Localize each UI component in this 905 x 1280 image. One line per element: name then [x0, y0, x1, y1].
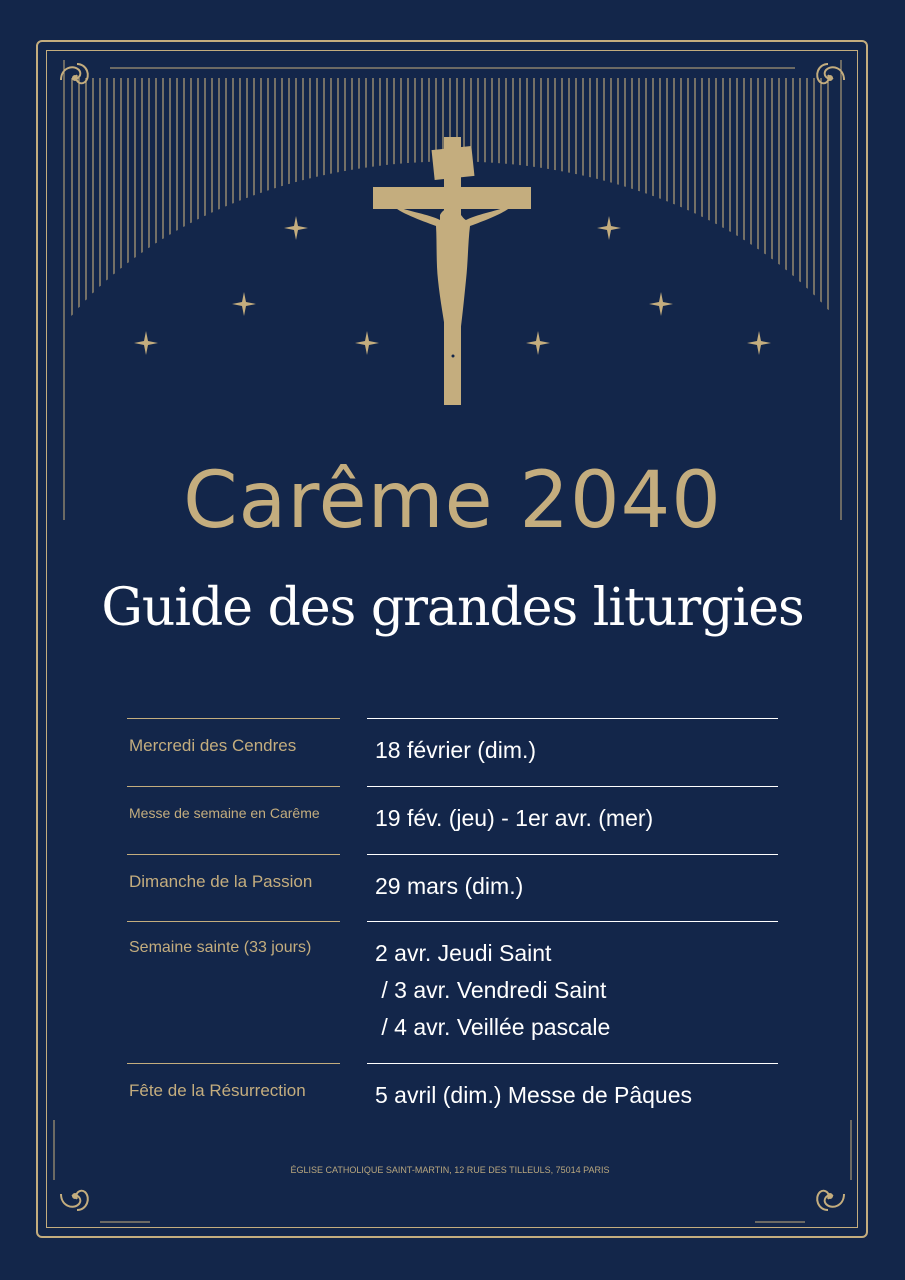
- row-divider: [367, 718, 778, 719]
- row-value: 18 février (dim.): [375, 737, 537, 763]
- row-value: 19 fév. (jeu) - 1er avr. (mer): [375, 805, 654, 831]
- row-value-line: 2 avr. Jeudi Saint: [375, 940, 552, 966]
- row-divider: [367, 854, 778, 855]
- row-value: [375, 935, 610, 1046]
- row-divider: [127, 718, 340, 719]
- footer-address: ÉGLISE CATHOLIQUE SAINT-MARTIN, 12 RUE DES TILLEULS, 75014 PARIS: [290, 1165, 610, 1175]
- row-divider: [127, 1063, 340, 1064]
- page-title: Carême 2040: [183, 456, 722, 546]
- row-divider: [367, 1063, 778, 1064]
- row-value: 29 mars (dim.): [375, 873, 524, 899]
- row-label: Fête de la Résurrection: [129, 1081, 306, 1100]
- row-label: Semaine sainte (33 jours): [129, 939, 312, 956]
- row-label: Dimanche de la Passion: [129, 872, 313, 891]
- row-divider: [367, 921, 778, 922]
- row-divider: [127, 854, 340, 855]
- row-divider: [127, 921, 340, 922]
- row-value: 5 avril (dim.) Messe de Pâques: [375, 1082, 693, 1108]
- crucifix-icon: [373, 137, 531, 405]
- row-label: Mercredi des Cendres: [129, 736, 297, 755]
- row-label: Messe de semaine en Carême: [129, 805, 320, 821]
- row-divider: [367, 786, 778, 787]
- row-value-line: / 3 avr. Vendredi Saint: [375, 977, 607, 1003]
- row-divider: [127, 786, 340, 787]
- row-value-line: / 4 avr. Veillée pascale: [375, 1014, 611, 1040]
- page-subtitle: Guide des grandes liturgies: [101, 578, 804, 638]
